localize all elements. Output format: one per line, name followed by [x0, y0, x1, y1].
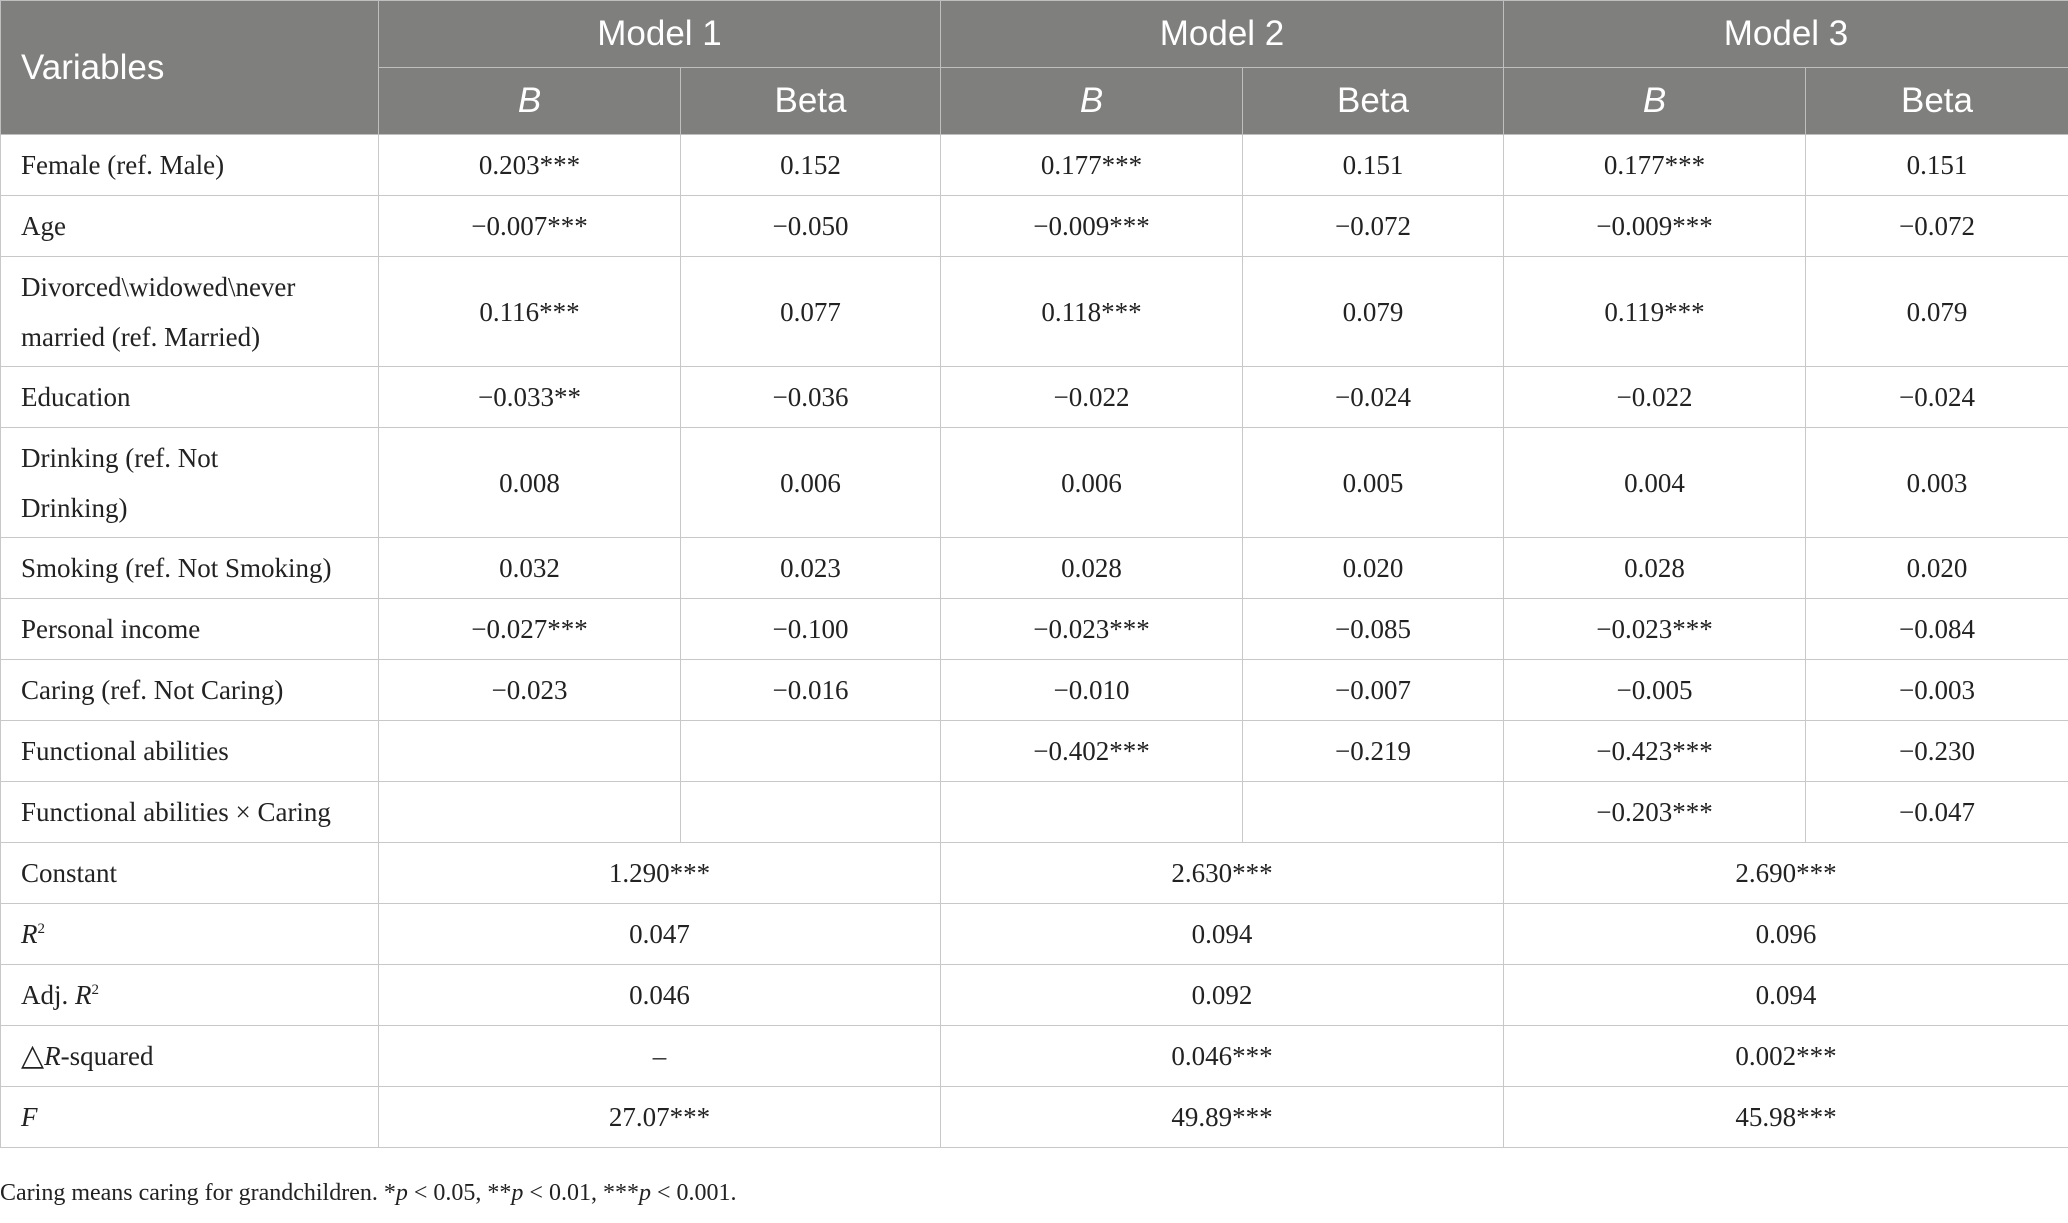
- table-body: [1, 135, 2068, 1148]
- table-cell: 0.020: [1243, 538, 1504, 599]
- table-cell: [941, 782, 1243, 843]
- row-label: Smoking (ref. Not Smoking): [1, 538, 379, 599]
- summary-label: $R^2$: [1, 904, 379, 965]
- table-cell: 0.020: [1806, 538, 2068, 599]
- table-cell: [1243, 782, 1504, 843]
- row-label: Personal income: [1, 599, 379, 660]
- summary-label: Adj. $R^2$: [1, 965, 379, 1026]
- table-cell: −0.219: [1243, 721, 1504, 782]
- summary-cell: 0.047: [379, 904, 941, 965]
- table-cell: 0.118***: [941, 257, 1243, 367]
- table-cell: 0.006: [681, 428, 941, 538]
- model-2-b-header: B: [941, 68, 1243, 135]
- model-2-beta-header: Beta: [1243, 68, 1504, 135]
- row-label-line-2: Drinking): [21, 492, 128, 523]
- table-cell: −0.203***: [1504, 782, 1806, 843]
- row-label: [1, 257, 379, 367]
- row-label: Functional abilities × Caring: [1, 782, 379, 843]
- table-cell: [379, 782, 681, 843]
- table-header: [1, 1, 2068, 135]
- summary-label: Constant: [1, 843, 379, 904]
- row-label: Age: [1, 196, 379, 257]
- table-cell: −0.005: [1504, 660, 1806, 721]
- table-cell: 0.032: [379, 538, 681, 599]
- table-cell: −0.023: [379, 660, 681, 721]
- row-label-line-1: Divorced\widowed\never: [21, 271, 296, 302]
- variables-header: Variables: [1, 1, 379, 135]
- table-cell: 0.177***: [941, 135, 1243, 196]
- table-cell: 0.077: [681, 257, 941, 367]
- model-1-beta-header: Beta: [681, 68, 941, 135]
- summary-label: △R-squared: [1, 1026, 379, 1087]
- table-row: [1, 538, 2068, 599]
- table-cell: −0.100: [681, 599, 941, 660]
- table-cell: −0.003: [1806, 660, 2068, 721]
- table-cell: [681, 782, 941, 843]
- table-cell: 0.003: [1806, 428, 2068, 538]
- row-label: Education: [1, 367, 379, 428]
- table-cell: 0.023: [681, 538, 941, 599]
- table-cell: 0.177***: [1504, 135, 1806, 196]
- row-label-line-2: married (ref. Married): [21, 321, 261, 352]
- table-cell: −0.050: [681, 196, 941, 257]
- summary-cell: 2.690***: [1504, 843, 2068, 904]
- summary-row: [1, 1087, 2068, 1148]
- table-cell: 0.152: [681, 135, 941, 196]
- model-3-beta-header: Beta: [1806, 68, 2068, 135]
- table-cell: −0.007: [1243, 660, 1504, 721]
- model-1-header: Model 1: [379, 1, 941, 68]
- summary-cell: 0.094: [1504, 965, 2068, 1026]
- table-row: [1, 367, 2068, 428]
- summary-cell: 0.046: [379, 965, 941, 1026]
- table-row: [1, 660, 2068, 721]
- model-2-header: Model 2: [941, 1, 1504, 68]
- table-cell: −0.027***: [379, 599, 681, 660]
- table-cell: −0.230: [1806, 721, 2068, 782]
- row-label: Caring (ref. Not Caring): [1, 660, 379, 721]
- row-label-line-1: Drinking (ref. Not: [21, 442, 219, 473]
- table-cell: 0.203***: [379, 135, 681, 196]
- table-cell: −0.024: [1806, 367, 2068, 428]
- table-row: [1, 196, 2068, 257]
- table-cell: −0.024: [1243, 367, 1504, 428]
- table-cell: −0.023***: [1504, 599, 1806, 660]
- table-cell: 0.151: [1243, 135, 1504, 196]
- table-cell: 0.151: [1806, 135, 2068, 196]
- table-cell: 0.079: [1806, 257, 2068, 367]
- table-row: [1, 428, 2068, 538]
- table-cell: 0.008: [379, 428, 681, 538]
- table-row: [1, 135, 2068, 196]
- summary-cell: 0.096: [1504, 904, 2068, 965]
- table-cell: −0.009***: [941, 196, 1243, 257]
- table-cell: −0.033**: [379, 367, 681, 428]
- table-cell: −0.072: [1243, 196, 1504, 257]
- row-label: [1, 428, 379, 538]
- summary-cell: 2.630***: [941, 843, 1504, 904]
- summary-cell: 0.094: [941, 904, 1504, 965]
- table-cell: 0.028: [941, 538, 1243, 599]
- summary-row: [1, 965, 2068, 1026]
- summary-cell: 45.98***: [1504, 1087, 2068, 1148]
- table-cell: −0.022: [941, 367, 1243, 428]
- table-row: [1, 782, 2068, 843]
- summary-row: [1, 904, 2068, 965]
- table-cell: −0.009***: [1504, 196, 1806, 257]
- table-cell: −0.010: [941, 660, 1243, 721]
- table-cell: −0.016: [681, 660, 941, 721]
- table-cell: −0.047: [1806, 782, 2068, 843]
- table-cell: −0.036: [681, 367, 941, 428]
- summary-cell: 1.290***: [379, 843, 941, 904]
- table-cell: 0.079: [1243, 257, 1504, 367]
- table-cell: −0.072: [1806, 196, 2068, 257]
- summary-row: [1, 843, 2068, 904]
- table-cell: −0.085: [1243, 599, 1504, 660]
- summary-label: F: [1, 1087, 379, 1148]
- model-3-b-header: B: [1504, 68, 1806, 135]
- summary-cell: 0.046***: [941, 1026, 1504, 1087]
- delta-triangle-icon: △: [21, 1038, 45, 1073]
- table-cell: 0.006: [941, 428, 1243, 538]
- table-cell: 0.116***: [379, 257, 681, 367]
- summary-cell: 49.89***: [941, 1087, 1504, 1148]
- table-cell: [379, 721, 681, 782]
- table-cell: −0.423***: [1504, 721, 1806, 782]
- table-cell: −0.084: [1806, 599, 2068, 660]
- summary-row: [1, 1026, 2068, 1087]
- model-3-header: Model 3: [1504, 1, 2068, 68]
- summary-cell: 0.092: [941, 965, 1504, 1026]
- table-cell: −0.402***: [941, 721, 1243, 782]
- table-row: [1, 721, 2068, 782]
- table-row: [1, 257, 2068, 367]
- summary-cell: 0.002***: [1504, 1026, 2068, 1087]
- table-cell: 0.119***: [1504, 257, 1806, 367]
- summary-cell: –: [379, 1026, 941, 1087]
- row-label: Functional abilities: [1, 721, 379, 782]
- table-footnote: Caring means caring for grandchildren. *p < 0.05, **p < 0.01, ***p < 0.001.: [0, 1180, 737, 1206]
- row-label: Female (ref. Male): [1, 135, 379, 196]
- table-cell: −0.023***: [941, 599, 1243, 660]
- table-cell: 0.004: [1504, 428, 1806, 538]
- model-1-b-header: B: [379, 68, 681, 135]
- table-cell: [681, 721, 941, 782]
- summary-cell: 27.07***: [379, 1087, 941, 1148]
- table-cell: −0.022: [1504, 367, 1806, 428]
- table-cell: 0.005: [1243, 428, 1504, 538]
- table-cell: −0.007***: [379, 196, 681, 257]
- table-cell: 0.028: [1504, 538, 1806, 599]
- table-row: [1, 599, 2068, 660]
